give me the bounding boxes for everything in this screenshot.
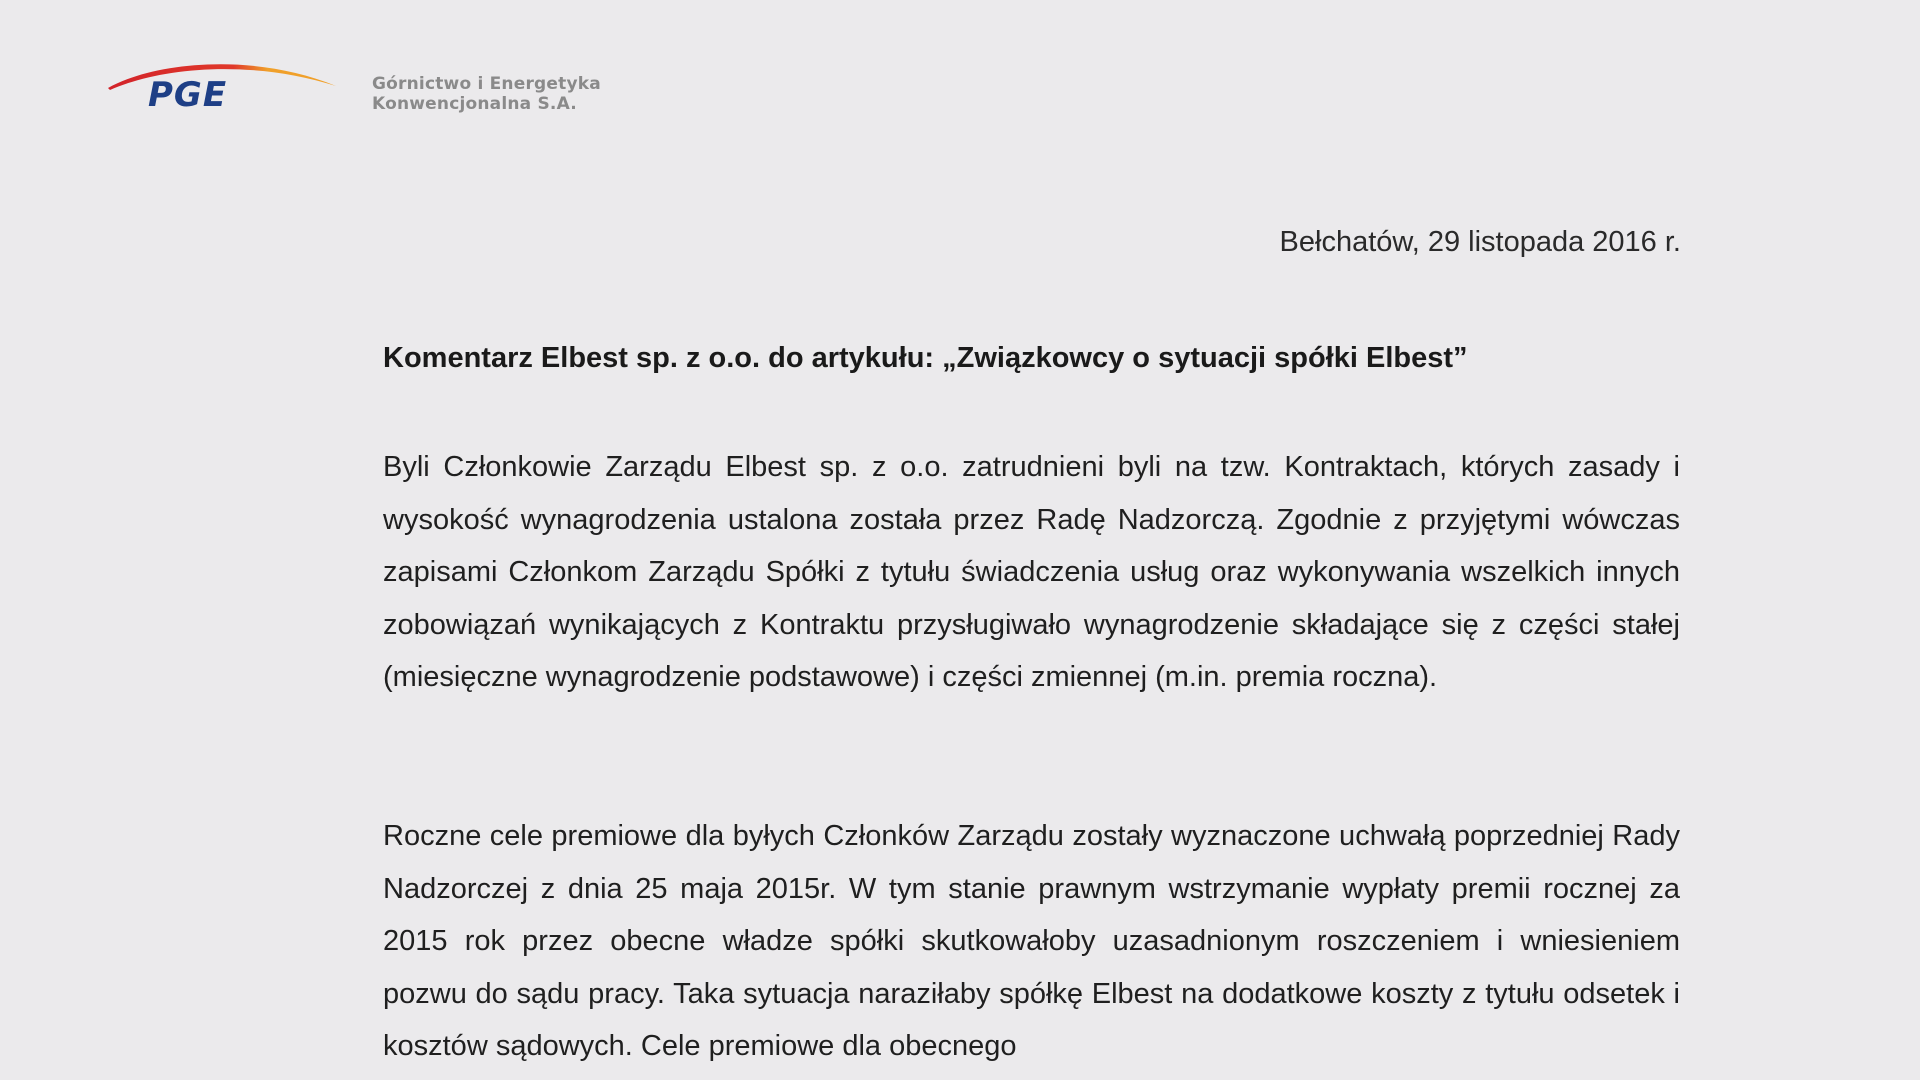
company-name <box>372 74 601 114</box>
logo-text: PGE <box>148 75 228 115</box>
document-title: Komentarz Elbest sp. z o.o. do artykułu: „Związkowcy o sytuacji spółki Elbest” <box>383 342 1468 374</box>
paragraph: Byli Członkowie Zarządu Elbest sp. z o.o. zatrudnieni byli na tzw. Kontraktach, których zasady i wysokość wynagrodzenia ustalona została przez Radę Nadzorczą. Zgodnie z przyjętymi wówczas zapisami Członkom Zarządu Spółki z tytułu świadczenia usług oraz wykonywania wszelkich innych zobowiązań wynikających z Kontraktu przysługiwało wynagrodzenie składające się z części stałej (miesięczne wynagrodzenie podstawowe) i części zmiennej (m.in. premia roczna). <box>383 451 1680 694</box>
company-name-line1: Górnictwo i Energetyka <box>372 74 601 94</box>
paragraph: Roczne cele premiowe dla byłych Członków Zarządu zostały wyznaczone uchwałą poprzedniej Rady Nadzorczej z dnia 25 maja 2015r. W tym stanie prawnym wstrzymanie wypłaty premii rocznej za 2015 rok przez obecne władze spółki skutkowałoby uzasadnionym roszczeniem i wniesieniem pozwu do sądu pracy. Taka sytuacja naraziłaby spółkę Elbest na dodatkowe koszty z tytułu odsetek i kosztów sądowych. Cele premiowe dla obecnego <box>383 820 1680 1063</box>
document-date: Bełchatów, 29 listopada 2016 r. <box>1279 226 1681 258</box>
company-name-line2: Konwencjonalna S.A. <box>372 94 577 114</box>
pge-logo <box>104 54 340 116</box>
